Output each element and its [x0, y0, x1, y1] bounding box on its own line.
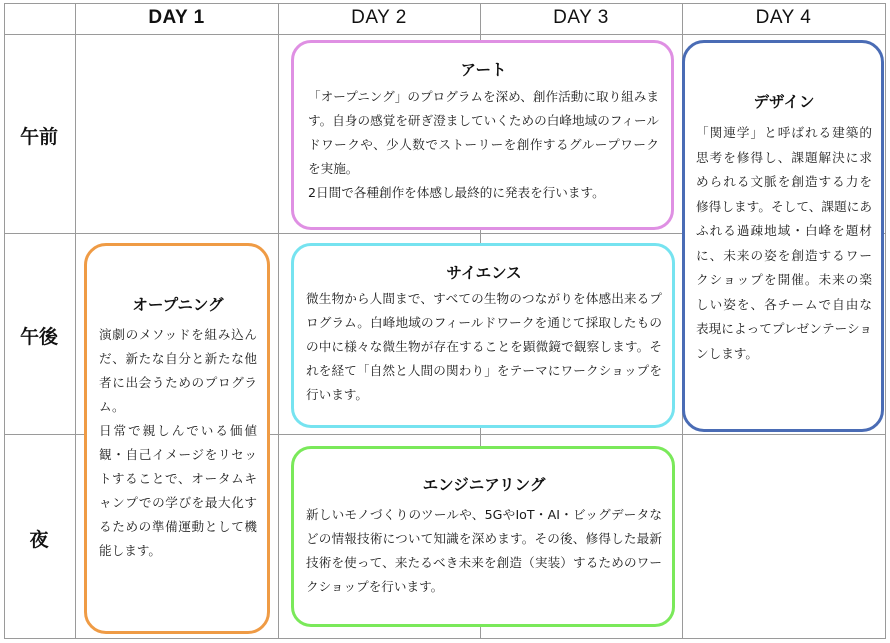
science-card — [291, 243, 675, 428]
art-note: 2日間で各種創作を体感し最終的に発表を行います。 — [308, 185, 605, 200]
row-label-morning: 午前 — [19, 126, 58, 148]
engineering-title: エンジニアリング — [422, 476, 546, 494]
day-4-header: DAY 4 — [755, 7, 812, 28]
design-description: 「関連学」と呼ばれる建築的思考を修得し、課題解決に求められる文脈を創造する力を修得します。そして、課題にあふれる過疎地域・白峰を題材に、未来の姿を創造するワークショップを開催。未来の楽しい姿を、各チームで自由な表現によってプレゼンテーションします。 — [696, 125, 872, 361]
engineering-card — [291, 446, 675, 627]
art-card — [291, 40, 674, 230]
art-description: 「オープニング」のプログラムを深め、創作活動に取り組みます。自身の感覚を研ぎ澄ましていくための白峰地域のフィールドワークや、少人数でストーリーを創作するグループワークを実施。 — [308, 89, 659, 176]
day-1-header: DAY 1 — [148, 7, 205, 28]
opening-description: 演劇のメソッドを組み込んだ、新たな自分と新たな他者に出会うためのプログラム。 — [99, 327, 257, 414]
row-label-afternoon: 午後 — [19, 326, 58, 348]
science-title: サイエンス — [446, 264, 522, 282]
day-2-header: DAY 2 — [351, 7, 407, 28]
design-title: デザイン — [753, 93, 815, 111]
opening-card — [84, 243, 270, 634]
science-description: 微生物から人間まで、すべての生物のつながりを体感出来るプログラム。白峰地域のフィールドワークを通じて採取したものの中に様々な微生物が存在することを顕微鏡で観察します。それを経て「自然と人間の関わり」をテーマにワークショップを行います。 — [306, 291, 662, 402]
grid-line-bottom — [4, 638, 886, 639]
design-card — [682, 40, 884, 432]
row-label-night: 夜 — [29, 529, 49, 551]
opening-title: オープニング — [132, 296, 224, 314]
grid-line-right — [885, 3, 886, 639]
art-title: アート — [460, 61, 507, 79]
grid-line-col1 — [75, 3, 76, 639]
grid-line-col2 — [278, 3, 279, 639]
grid-line-header — [4, 34, 886, 35]
engineering-description: 新しいモノづくりのツールや、5GやIoT・AI・ビッグデータなどの情報技術について知識を深めます。その後、修得した最新技術を使って、来たるべき未来を創造（実装）するためのワークショップを行います。 — [306, 507, 662, 594]
day-3-header: DAY 3 — [553, 7, 609, 28]
opening-note: 日常で親しんでいる価値観・自己イメージをリセットすることで、オータムキャンプでの学びを最大化するための準備運動として機能します。 — [99, 423, 257, 558]
